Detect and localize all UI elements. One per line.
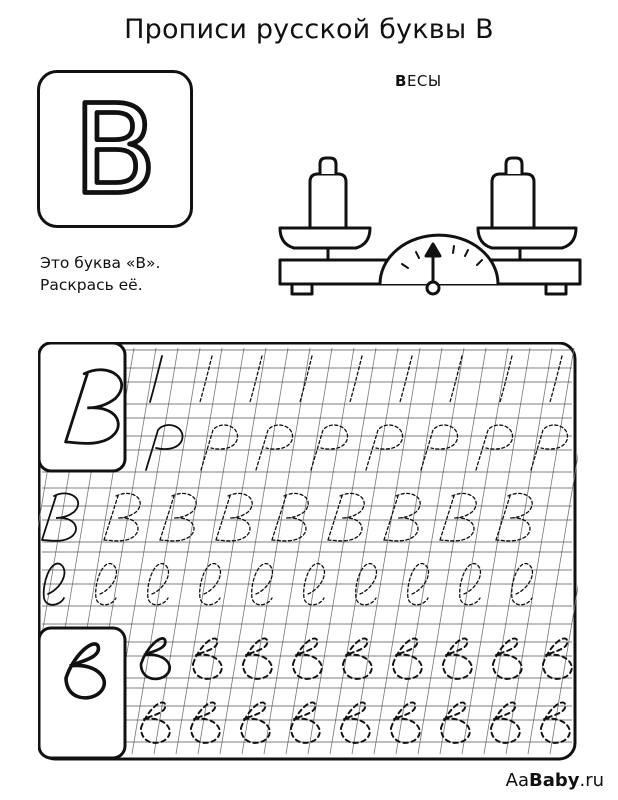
outline-letter-glyph (40, 73, 190, 225)
caption-line-2: Раскрась её. (40, 276, 143, 294)
picture-word-first-letter: В (395, 72, 407, 90)
cursive-practice-grid (38, 342, 578, 762)
outline-letter-box (37, 70, 193, 228)
brand-name: Baby (528, 770, 580, 791)
picture-word (395, 72, 442, 90)
weight-right (492, 174, 534, 228)
weight-left-knob (320, 158, 336, 174)
scale-gauge-pivot (427, 282, 439, 294)
caption-line-1: Это буква «В». (40, 254, 161, 272)
scales-icon (270, 148, 590, 304)
weight-left (310, 174, 346, 228)
outline-letter-text: В (72, 79, 158, 223)
scale-pan-right (478, 228, 576, 248)
scale-gauge (380, 235, 498, 284)
sample-box-upper (39, 343, 125, 471)
picture-word-rest: ЕСЫ (406, 72, 442, 90)
sample-box-lower (39, 628, 125, 758)
weight-right-knob (506, 158, 522, 174)
page-title: Прописи русской буквы В (124, 14, 494, 45)
scale-pan-left (280, 228, 370, 248)
instruction-caption (40, 252, 160, 296)
brand-logo (506, 770, 604, 791)
brand-suffix: .ru (579, 770, 604, 791)
brand-prefix: Aa (505, 770, 529, 791)
